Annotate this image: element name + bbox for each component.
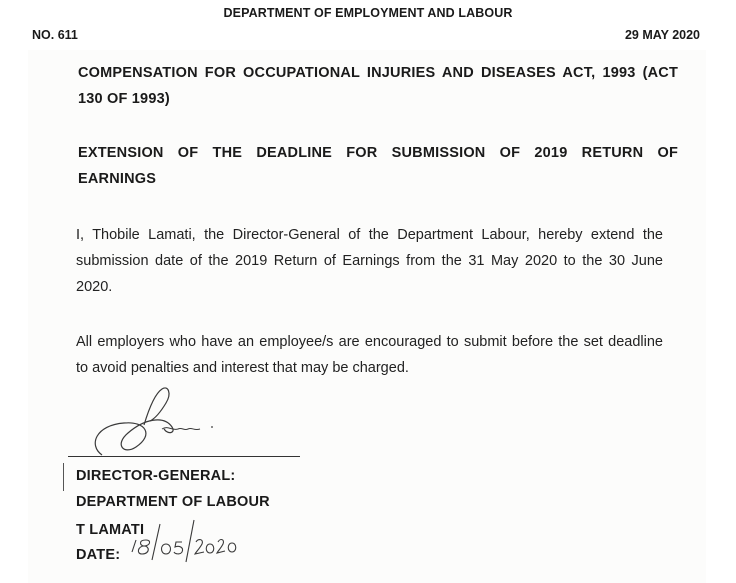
signature-line: [68, 456, 300, 457]
notice-paragraph-2: All employers who have an employee/s are encouraged to submit before the set deadline to avoid penalties and interest that may be charged.: [76, 334, 663, 376]
signatory-name: T LAMATI: [76, 522, 145, 538]
signatory-date-label: DATE:: [76, 547, 121, 563]
notice-number: NO. 611: [32, 28, 78, 42]
extension-title: EXTENSION OF THE DEADLINE FOR SUBMISSION OF 2019 RETURN OF EARNINGS: [78, 145, 678, 187]
margin-mark: [63, 463, 64, 491]
notice-date: 29 MAY 2020: [624, 28, 700, 42]
department-header: DEPARTMENT OF EMPLOYMENT AND LABOUR: [223, 6, 513, 20]
scanned-notice: [28, 50, 706, 583]
signatory-title: DIRECTOR-GENERAL:: [76, 468, 236, 484]
act-title: COMPENSATION FOR OCCUPATIONAL INJURIES AND DISEASES ACT, 1993 (ACT 130 OF 1993): [78, 65, 678, 107]
handwritten-date: [124, 512, 244, 568]
signatory-department: DEPARTMENT OF LABOUR: [76, 494, 270, 510]
handwritten-signature: [84, 385, 234, 465]
notice-paragraph-1: I, Thobile Lamati, the Director-General of the Department Labour, hereby extend the submission date of the 2019 Return of Earnings from the 31 May 2020 to the 30 June 2020.: [76, 227, 663, 295]
